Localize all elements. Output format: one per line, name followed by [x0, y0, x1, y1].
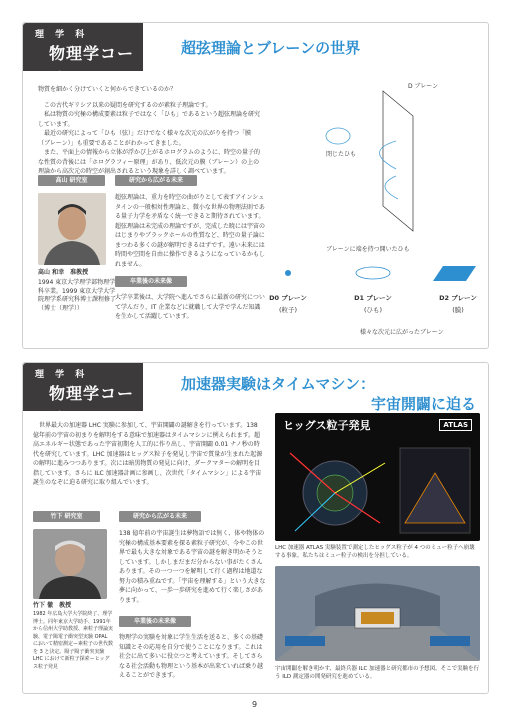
dbrane-label: D ブレーン: [408, 83, 439, 90]
future-tag: 卒業後の未来像: [115, 276, 187, 287]
image-caption-1: LHC 加速器 ATLAS 実験装置で測定したヒッグス粒子が 4 つのミュー粒子へ崩壊する事象。私たちはミュー粒子の検出を分担している。: [275, 545, 475, 559]
atlas-logo: ATLAS: [439, 419, 472, 431]
department-label: 理 学 科: [35, 370, 89, 380]
closed-string: [326, 128, 350, 144]
d1-sub-label: (ひも): [363, 306, 383, 314]
d2-membrane: [433, 266, 476, 281]
image-title: ヒッグス粒子発見: [283, 419, 371, 432]
professor-name: 高山 和幸 准教授: [38, 269, 89, 276]
professor-bio: 1994 東京大学理学部物理学科卒業。1999 東京大学大学院理学系研究科博士課程修了（博士（理学））: [38, 279, 117, 312]
future-tag: 卒業後の未来像: [119, 616, 191, 627]
header-band: [23, 363, 143, 426]
lab-tag: 竹下 研究室: [33, 511, 100, 522]
research-text: 138 億年前の宇宙誕生は夢物語では無く、体や物体の究極の構成基本要素を探る素粒子研究が、今やこの世界で最も大きな対象である宇宙の謎を解き明かそうとしています。しかしまだまだ分からない事がたくさんあります。その一つ一つを解明して行く過程は地道な努力の積み重ねです。「宇宙を理解する」という大きな夢に向かって、一歩一歩研究を進めて行く楽しさがあります。: [119, 530, 266, 604]
future-text: 大学卒業後は、大学院へ進んでさらに最新の研究について学んだり、IT 企業などに就職して大学で学んだ知識を生かして活躍しています。: [115, 294, 265, 320]
d0-point: [285, 270, 291, 276]
d2-label: D2 ブレーン: [439, 294, 477, 302]
ilc-tunnel-image: [275, 566, 480, 661]
research-tag: 研究から広がる未来: [115, 175, 197, 186]
intro-text: [38, 85, 263, 177]
professor-photo: [33, 529, 107, 599]
d-brane-plane: [383, 91, 413, 231]
professor-bio: 1982 年広島大学大学院終了、理学博士。同年東京大学助手、1991年から信州大学助教授、素粒子理論実験、電子陽電子衝突型実験 OPAL において精密測定ー素粒子の世代数を 3 と決定。陽子陽子衝突実験 LHC におけて新粒子探索ーヒッグス粒子発見: [33, 611, 114, 670]
professor-photo: [38, 193, 106, 265]
intro-line: この古代ギリシア以来の疑問を研究するのが素粒子理論です。: [44, 101, 212, 109]
d0-sub-label: (粒子): [278, 306, 298, 314]
section-accelerator: [22, 362, 489, 694]
higgs-event-image: [275, 413, 480, 541]
intro-text: 世界最大の加速器 LHC 実験に参加して、宇宙開闢の謎解きを行っています。138 億年前の宇宙の初まりを解明をする意味で加速器はタイムマシンに例えられます。超高エネルギー状態であった宇宙初期を人工的に作り出し、宇宙開闢 0.01 ナノ秒の時代を研究しています。LHC 加速器はヒッグス粒子を発見し宇宙で質量が生まれた起源の解明に進みつつあります。次には暗黒物質の発見に向け、ダークマターの解明を目指しています。さらに ILC 加速器計画に参画し、次世代「タイムマシン」による宇宙誕生のなぞに迫る研究に取り組んでいます。: [33, 422, 263, 486]
d1-label: D1 ブレーン: [354, 294, 392, 302]
open-string: [380, 141, 397, 169]
d0-label: D0 ブレーン: [269, 294, 307, 302]
section-string-theory: [22, 22, 489, 349]
course-title: 物理学コース: [49, 44, 135, 86]
open-string-label: ブレーンに端を持つ開いたひも: [326, 246, 410, 253]
research-text: 超弦理論は、重力を時空の曲がりとして表すアインシュタインの一般相対性理論と、微小な世界の物理法則である量子力学を矛盾なく統一できると期待されています。超弦理論は未完成の理論ですが、完成した暁には宇宙のはじまりやブラックホールの性質など、時空の量子論にまつわる多くの謎が解明できるはずです。遠い未来には時間や空間を自由に操作できるようになっているかもしれません。: [115, 194, 266, 268]
future-text: 物理学の実験を対象に学生生活を送ると、多くの基礎知識とその応用を自分で使うことになります。これは社会に出て多いに役立つと考えています。そしてさらなる社会活動も物理という基本が出来ていれば乗り越えることができます。: [119, 634, 264, 679]
intro-line: また、平面上の情報から立体が浮かび上がるホログラムのように、時空の量子的な性質の背後には「ホログラフィー原理」があり、低次元の膜（ブレーン）の上の理論から高次元の時空が創出されるという現象を詳しく調べています。: [38, 149, 260, 175]
header-band: [23, 23, 143, 86]
lab-tag: 高山 研究室: [38, 175, 105, 186]
intro-line: 私は物質の究極の構成要素は粒子ではなく「ひも」であるという超弦理論を研究しています。: [38, 111, 261, 128]
d1-string: [356, 267, 390, 279]
course-title: 物理学コース: [49, 384, 135, 426]
intro-line: 物質を細かく分けていくと何からできているのか？: [38, 86, 176, 93]
open-string: [385, 176, 398, 199]
image-caption-2: 宇宙開闢を解き明かす、最終兵器 ILC 加速器と研究都市の予想図。そこで実験を行う ILD 測定器の開発研究を進めている。: [275, 666, 480, 680]
page-number: 9: [251, 700, 258, 709]
section-title: 超弦理論とブレーンの世界: [181, 39, 361, 57]
professor-name: 竹下 徹 教授: [33, 602, 72, 609]
section-title-line2: 宇宙開闢に迫る: [370, 395, 476, 413]
intro-line: 最近の研究によって「ひも（弦）」だけでなく様々な次元の広がりを持つ「膜（ブレーン）」も重要であることがわかってきました。: [38, 130, 252, 147]
diagram-caption: 様々な次元に広がったブレーン: [360, 329, 444, 336]
closed-string-label: 閉じたひも: [326, 151, 357, 158]
research-tag: 研究から広がる未来: [119, 511, 201, 522]
brane-diagram: [268, 81, 483, 346]
section-title-line1: 加速器実験はタイムマシン：: [181, 375, 376, 393]
department-label: 理 学 科: [35, 30, 89, 40]
ilc-tunnel-svg: [275, 566, 480, 661]
d2-sub-label: (膜): [452, 306, 464, 314]
